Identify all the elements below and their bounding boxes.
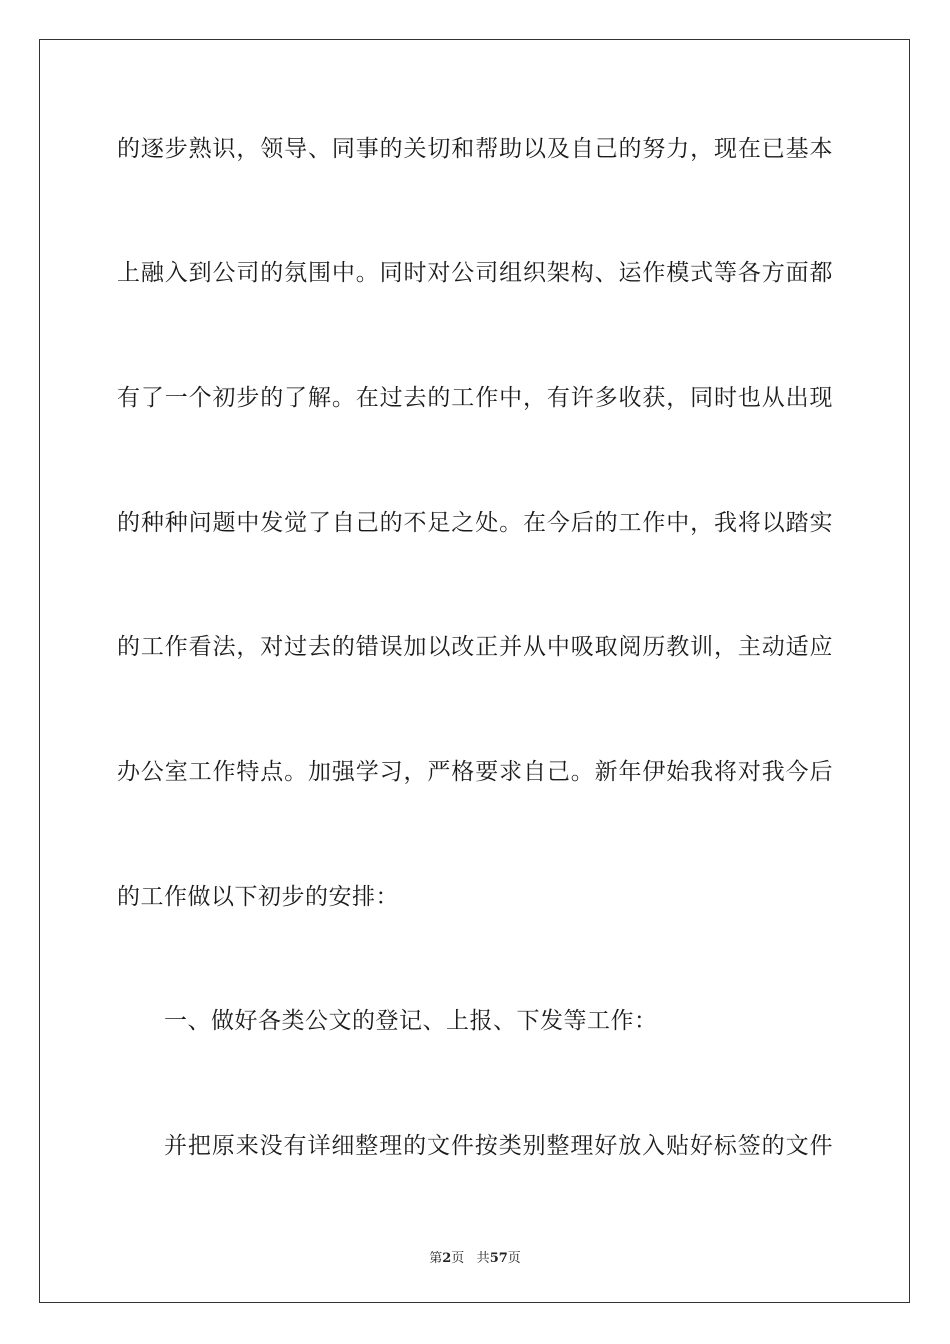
paragraph-line-6: 办公室工作特点。加强学习，严格要求自己。新年伊始我将对我今后 <box>117 759 833 785</box>
page-number: 2 <box>442 1251 452 1266</box>
page-footer <box>0 1247 950 1266</box>
paragraph-line-4: 的种种问题中发觉了自己的不足之处。在今后的工作中，我将以踏实 <box>117 510 833 536</box>
total-prefix: 共 <box>476 1251 490 1266</box>
paragraph-line-9: 并把原来没有详细整理的文件按类别整理好放入贴好标签的文件 <box>164 1133 833 1159</box>
section-heading-1: 一、做好各类公文的登记、上报、下发等工作： <box>164 1008 658 1034</box>
page-suffix: 页 <box>451 1251 465 1266</box>
paragraph-line-5: 的工作看法，对过去的错误加以改正并从中吸取阅历教训，主动适应 <box>117 634 833 660</box>
page-prefix: 第 <box>429 1251 443 1266</box>
paragraph-line-3: 有了一个初步的了解。在过去的工作中，有许多收获，同时也从出现 <box>117 385 833 411</box>
page-frame <box>39 39 910 1303</box>
total-pages: 57 <box>489 1251 508 1266</box>
paragraph-line-1: 的逐步熟识，领导、同事的关切和帮助以及自己的努力，现在已基本 <box>117 136 833 162</box>
paragraph-line-7: 的工作做以下初步的安排： <box>117 884 399 910</box>
total-suffix: 页 <box>507 1251 521 1266</box>
paragraph-line-2: 上融入到公司的氛围中。同时对公司组织架构、运作模式等各方面都 <box>117 260 833 286</box>
